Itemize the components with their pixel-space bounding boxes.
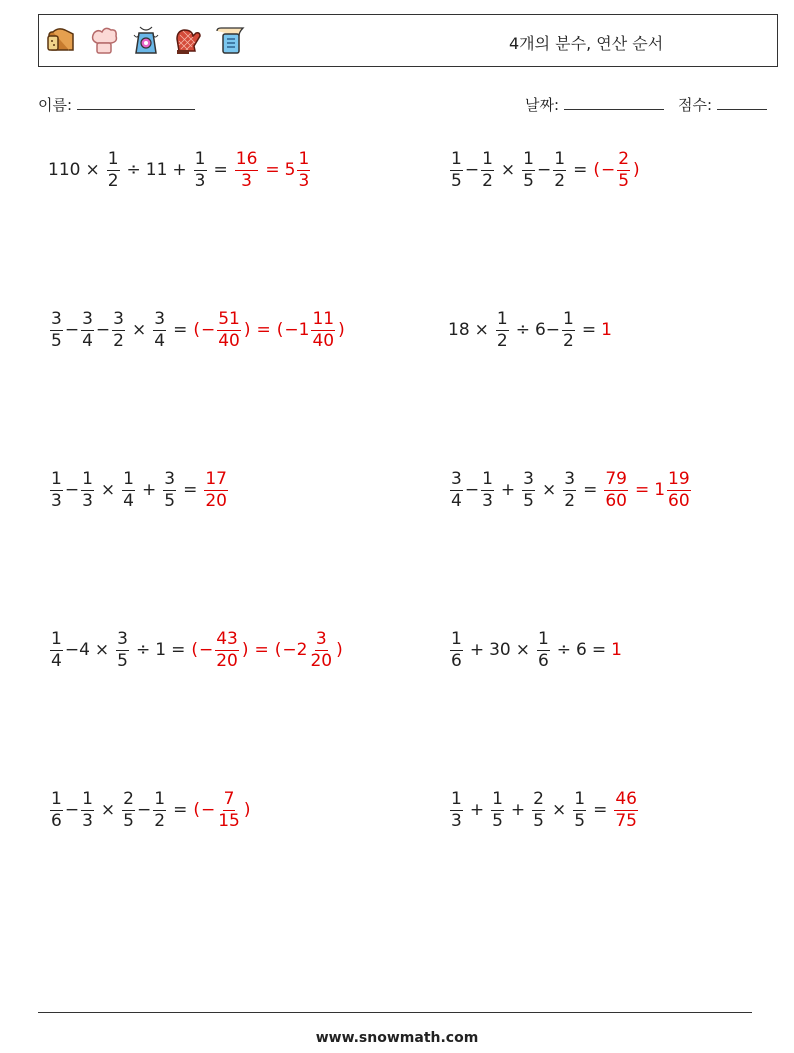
fraction — [573, 788, 586, 831]
paren: ) — [633, 160, 640, 180]
operator: × — [541, 480, 557, 500]
sign: − — [200, 800, 216, 820]
fraction — [122, 468, 135, 511]
header-icons — [45, 23, 247, 57]
denominator: 4 — [51, 650, 62, 671]
numerator: 3 — [164, 468, 176, 489]
numerator: 3 — [51, 308, 62, 329]
denominator: 60 — [605, 490, 627, 511]
numerator: 3 — [564, 468, 576, 489]
sign: − — [600, 160, 616, 180]
denominator: 60 — [668, 490, 690, 511]
answer — [592, 148, 640, 191]
paren: ( — [193, 320, 200, 340]
operator: × — [94, 640, 110, 660]
worksheet-header — [38, 14, 778, 67]
oven-mitt-icon — [171, 23, 205, 57]
number: 11 — [145, 160, 168, 180]
denominator: 6 — [451, 650, 462, 671]
fraction — [522, 468, 535, 511]
numerator: 3 — [82, 308, 93, 329]
operator: × — [474, 320, 489, 340]
score-blank[interactable] — [717, 95, 767, 110]
fraction — [522, 148, 535, 191]
answer — [192, 788, 251, 831]
fraction — [122, 788, 135, 831]
denominator: 2 — [563, 330, 574, 351]
sign: − — [198, 640, 214, 660]
bread-icon — [45, 23, 79, 57]
fraction — [537, 628, 550, 671]
denominator: 3 — [482, 490, 493, 511]
number: 1 — [611, 640, 622, 660]
numerator: 1 — [563, 308, 574, 329]
operator: = — [256, 320, 271, 340]
fraction — [217, 308, 241, 351]
fraction — [309, 628, 333, 671]
fraction — [562, 308, 575, 351]
denominator: 2 — [482, 170, 493, 191]
fraction — [553, 148, 566, 191]
numerator: 3 — [315, 628, 327, 649]
numerator: 1 — [574, 788, 586, 809]
denominator: 5 — [523, 170, 534, 191]
name-field — [38, 94, 195, 115]
sign: − — [464, 160, 480, 180]
numerator: 2 — [533, 788, 544, 809]
footer-divider — [38, 1012, 752, 1013]
fraction — [297, 148, 310, 191]
fraction — [614, 788, 638, 831]
numerator: 1 — [523, 148, 534, 169]
operator: + — [469, 640, 485, 660]
fraction — [450, 628, 463, 671]
problem-1 — [48, 142, 312, 198]
numerator: 3 — [154, 308, 166, 329]
answer — [612, 788, 640, 831]
operator: ÷ — [556, 640, 572, 660]
fraction — [116, 628, 129, 671]
name-label: 이름: — [38, 96, 73, 114]
numerator: 1 — [107, 148, 119, 169]
denominator: 5 — [523, 490, 534, 511]
denominator: 2 — [107, 170, 119, 191]
answer — [611, 640, 622, 660]
equals-sign: = — [183, 480, 198, 500]
fraction — [311, 308, 335, 351]
denominator: 3 — [298, 170, 310, 191]
whole-number: 2 — [296, 640, 308, 660]
apron-icon — [129, 23, 163, 57]
whole-number: 5 — [284, 160, 296, 180]
fraction — [112, 308, 125, 351]
operator: = — [634, 480, 650, 500]
denominator: 5 — [51, 330, 62, 351]
sign: − — [282, 640, 297, 660]
answer — [192, 308, 345, 351]
operator: + — [172, 160, 187, 180]
operator: ÷ — [515, 320, 530, 340]
denominator: 20 — [310, 650, 333, 671]
answer — [233, 148, 313, 191]
numerator: 1 — [451, 788, 462, 809]
operator: ÷ — [126, 160, 141, 180]
fraction — [153, 788, 166, 831]
numerator: 3 — [117, 628, 128, 649]
sign: − — [64, 800, 80, 820]
numerator: 16 — [235, 148, 258, 169]
equals-sign: = — [213, 160, 228, 180]
numerator: 1 — [496, 308, 508, 329]
fraction — [194, 148, 207, 191]
numerator: 1 — [51, 628, 62, 649]
fraction — [215, 628, 239, 671]
denominator: 6 — [537, 650, 549, 671]
sign: − — [284, 320, 299, 340]
operator: + — [141, 480, 157, 500]
equals-sign: = — [171, 640, 186, 660]
equals-sign: = — [573, 160, 588, 180]
date-field — [525, 94, 664, 115]
denominator: 4 — [154, 330, 166, 351]
sign: − — [200, 320, 216, 340]
denominator: 2 — [496, 330, 508, 351]
fraction — [50, 628, 63, 671]
numerator: 1 — [492, 788, 503, 809]
denominator: 20 — [205, 490, 227, 511]
fraction — [450, 468, 463, 511]
numerator: 51 — [218, 308, 240, 329]
denominator: 3 — [241, 170, 252, 191]
operator: + — [510, 800, 526, 820]
paren: ) — [336, 640, 343, 660]
answer — [190, 628, 343, 671]
score-label: 점수: — [678, 96, 713, 114]
fraction — [617, 148, 630, 191]
paren: ( — [593, 160, 600, 180]
fraction — [235, 148, 259, 191]
paren: ) — [243, 800, 251, 820]
operator: × — [85, 160, 100, 180]
denominator: 15 — [218, 810, 240, 831]
fraction — [450, 788, 463, 831]
denominator: 40 — [218, 330, 240, 351]
number: 4 — [79, 640, 90, 660]
denominator: 5 — [618, 170, 630, 191]
numerator: 11 — [312, 308, 335, 329]
fraction — [481, 148, 494, 191]
equals-sign: = — [583, 480, 598, 500]
sign: − — [64, 640, 80, 660]
numerator: 1 — [51, 788, 62, 809]
denominator: 5 — [492, 810, 503, 831]
whole-number: 1 — [298, 320, 310, 340]
fraction — [50, 468, 63, 511]
paren: ) — [338, 320, 345, 340]
chef-hat-icon — [87, 23, 121, 57]
paren: ( — [191, 640, 198, 660]
denominator: 3 — [194, 170, 206, 191]
operator: + — [500, 480, 516, 500]
number: 30 — [489, 640, 511, 660]
denominator: 5 — [451, 170, 462, 191]
denominator: 20 — [216, 650, 238, 671]
numerator: 3 — [523, 468, 534, 489]
numerator: 19 — [668, 468, 690, 489]
operator: × — [131, 320, 147, 340]
denominator: 5 — [117, 650, 128, 671]
numerator: 79 — [605, 468, 627, 489]
problem-6 — [448, 462, 693, 518]
sign: − — [64, 320, 80, 340]
date-blank[interactable] — [564, 95, 664, 110]
fraction — [496, 308, 509, 351]
problem-7 — [48, 622, 344, 678]
number: 1 — [601, 320, 612, 340]
numerator: 17 — [205, 468, 227, 489]
fraction — [204, 468, 228, 511]
problem-8 — [448, 622, 622, 678]
footer-url: www.snowmath.com — [315, 1030, 479, 1046]
operator: × — [500, 160, 516, 180]
denominator: 3 — [51, 490, 62, 511]
answer — [601, 320, 612, 340]
numerator: 2 — [123, 788, 134, 809]
numerator: 1 — [482, 148, 493, 169]
denominator: 6 — [51, 810, 62, 831]
operator: ÷ — [135, 640, 151, 660]
paren: ( — [274, 640, 282, 660]
operator: = — [254, 640, 269, 660]
numerator: 1 — [82, 468, 93, 489]
equals-sign: = — [173, 320, 188, 340]
denominator: 75 — [615, 810, 637, 831]
equals-sign: = — [593, 800, 608, 820]
sign: − — [136, 800, 152, 820]
whole-number: 1 — [654, 480, 666, 500]
numerator: 1 — [554, 148, 566, 169]
fraction — [667, 468, 691, 511]
problem-10 — [448, 782, 640, 838]
numerator: 1 — [451, 628, 462, 649]
fraction — [491, 788, 504, 831]
score-field — [678, 94, 767, 115]
numerator: 1 — [194, 148, 206, 169]
denominator: 5 — [164, 490, 176, 511]
equals-sign: = — [591, 640, 607, 660]
sign: − — [95, 320, 111, 340]
denominator: 2 — [113, 330, 124, 351]
number: 1 — [155, 640, 167, 660]
fraction — [50, 788, 63, 831]
paren: ) — [243, 320, 251, 340]
denominator: 3 — [82, 810, 93, 831]
equals-sign: = — [581, 320, 597, 340]
problem-3 — [48, 302, 346, 358]
measuring-cup-icon — [213, 23, 247, 57]
denominator: 3 — [451, 810, 462, 831]
numerator: 7 — [223, 788, 235, 809]
problem-9 — [48, 782, 251, 838]
operator: + — [469, 800, 485, 820]
fraction — [450, 148, 463, 191]
denominator: 5 — [533, 810, 544, 831]
numerator: 1 — [82, 788, 93, 809]
denominator: 2 — [154, 810, 166, 831]
denominator: 40 — [312, 330, 335, 351]
denominator: 4 — [123, 490, 134, 511]
sign: − — [464, 480, 480, 500]
fraction — [81, 308, 94, 351]
answer — [202, 468, 230, 511]
operator: × — [100, 800, 116, 820]
fraction — [81, 788, 94, 831]
number: 18 — [448, 320, 470, 340]
numerator: 1 — [537, 628, 549, 649]
denominator: 4 — [82, 330, 93, 351]
operator: = — [265, 160, 280, 180]
sign: − — [545, 320, 561, 340]
denominator: 2 — [554, 170, 566, 191]
fraction — [107, 148, 120, 191]
denominator: 5 — [574, 810, 586, 831]
numerator: 3 — [451, 468, 462, 489]
fraction — [563, 468, 576, 511]
number: 6 — [534, 320, 546, 340]
paren: ( — [276, 320, 284, 340]
numerator: 1 — [123, 468, 134, 489]
fraction — [481, 468, 494, 511]
denominator: 3 — [82, 490, 93, 511]
name-blank[interactable] — [77, 95, 195, 110]
sign: − — [536, 160, 552, 180]
denominator: 5 — [123, 810, 134, 831]
numerator: 46 — [615, 788, 637, 809]
problem-2 — [448, 142, 641, 198]
answer — [602, 468, 692, 511]
fraction — [50, 308, 63, 351]
numerator: 1 — [51, 468, 62, 489]
operator: × — [515, 640, 530, 660]
date-label: 날짜: — [525, 96, 560, 114]
worksheet-title: 4개의 분수, 연산 순서 — [509, 34, 664, 53]
fraction — [163, 468, 176, 511]
problem-4 — [448, 302, 612, 358]
paren: ( — [193, 800, 200, 820]
fraction — [153, 308, 166, 351]
numerator: 1 — [298, 148, 310, 169]
numerator: 1 — [482, 468, 493, 489]
numerator: 3 — [113, 308, 124, 329]
fraction — [604, 468, 628, 511]
fraction — [532, 788, 545, 831]
numerator: 1 — [451, 148, 462, 169]
number: 110 — [48, 160, 81, 180]
number: 6 — [576, 640, 587, 660]
sign: − — [64, 480, 80, 500]
denominator: 4 — [451, 490, 462, 511]
numerator: 43 — [216, 628, 238, 649]
paren: ) — [241, 640, 249, 660]
operator: × — [551, 800, 567, 820]
problem-5 — [48, 462, 230, 518]
denominator: 2 — [564, 490, 576, 511]
numerator: 2 — [618, 148, 630, 169]
fraction — [217, 788, 241, 831]
fraction — [81, 468, 94, 511]
equals-sign: = — [173, 800, 188, 820]
numerator: 1 — [154, 788, 166, 809]
operator: × — [100, 480, 116, 500]
